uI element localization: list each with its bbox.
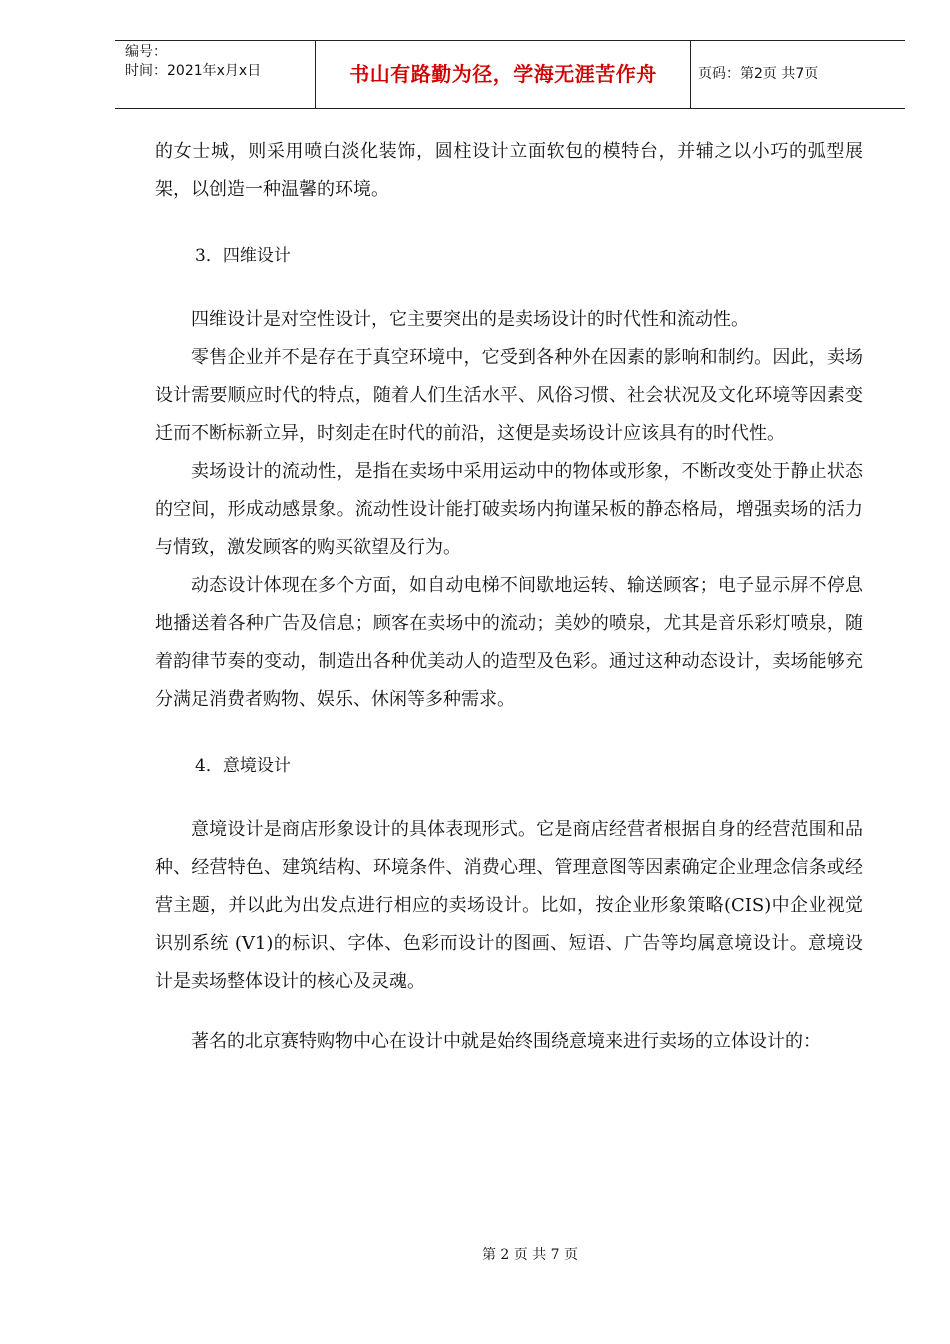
page-footer: 第 2 页 共 7 页: [481, 1247, 579, 1263]
document-body: [155, 133, 863, 1061]
header-meta: [115, 41, 315, 108]
section-heading-4: 4．意境设计: [195, 756, 291, 776]
section-heading-3: 3．四维设计: [195, 246, 291, 266]
paragraph: 著名的北京赛特购物中心在设计中就是始终围绕意境来进行卖场的立体设计的：: [191, 1031, 821, 1052]
header-motto: 书山有路勤为径，学海无涯苦作舟: [315, 41, 691, 108]
number-label: 编号：: [125, 44, 167, 60]
paragraph: 四维设计是对空性设计，它主要突出的是卖场设计的时代性和流动性。: [191, 309, 749, 330]
paragraph: 卖场设计的流动性，是指在卖场中采用运动中的物体或形象，不断改变处于静止状态的空间，形成动感景象。流动性设计能打破卖场内拘谨呆板的静态格局，增强卖场的活力与情致，激发顾客的购买欲望及行为。: [155, 461, 863, 558]
paragraph: 零售企业并不是存在于真空环境中，它受到各种外在因素的影响和制约。因此，卖场设计需要顺应时代的特点，随着人们生活水平、风俗习惯、社会状况及文化环境等因素变迁而不断标新立异，时刻走在时代的前沿，这便是卖场设计应该具有的时代性。: [155, 347, 863, 444]
paragraph: 动态设计体现在多个方面，如自动电梯不间歇地运转、输送顾客；电子显示屏不停息地播送着各种广告及信息；顾客在卖场中的流动；美妙的喷泉，尤其是音乐彩灯喷泉，随着韵律节奏的变动，制造出各种优美动人的造型及色彩。通过这种动态设计，卖场能够充分满足消费者购物、娱乐、休闲等多种需求。: [155, 575, 863, 710]
paragraph: 意境设计是商店形象设计的具体表现形式。它是商店经营者根据自身的经营范围和品种、经营特色、建筑结构、环境条件、消费心理、管理意图等因素确定企业理念信条或经营主题，并以此为出发点进行相应的卖场设计。比如，按企业形象策略(CIS)中企业视觉识别系统 (V1)的标识、字体、色彩而设计的图画、短语、广告等均属意境设计。意境设计是卖场整体设计的核心及灵魂。: [155, 819, 863, 992]
time-label: 时间：2021年x月x日: [125, 63, 262, 79]
paragraph-continuation: 的女士城，则采用喷白淡化装饰，圆柱设计立面软包的模特台，并辅之以小巧的弧型展架，以创造一种温馨的环境。: [155, 141, 863, 200]
page-header: [115, 40, 905, 109]
header-page-info: 页码：第2页 共7页: [698, 66, 819, 82]
